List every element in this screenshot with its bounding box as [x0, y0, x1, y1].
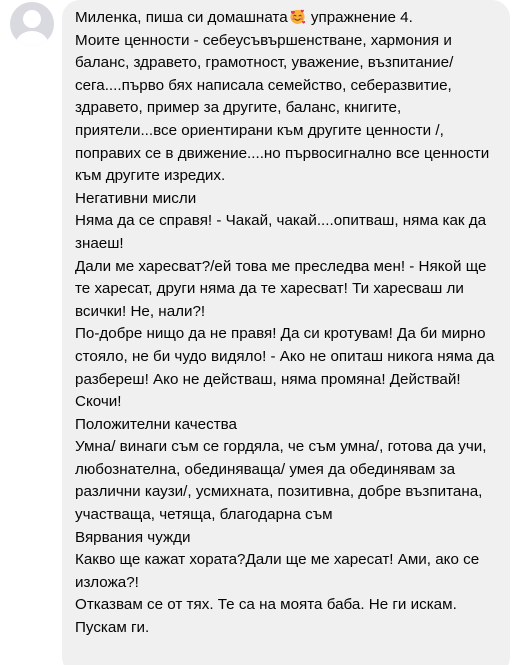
message-paragraph-negative-3: По-добре нищо да не правя! Да си кротувам! Да би мирно стояло, не би чудо видяло! - Ако не опиташ никога няма да разбереш! Ако не действаш, няма промяна! Действай! Скочи!	[75, 325, 495, 411]
message-intro-line	[75, 7, 500, 30]
message-intro-suffix: упражнение 4.	[306, 9, 413, 26]
message-heading-foreign-beliefs: Вярвания чужди	[75, 528, 191, 546]
message-paragraph-negative-2: Дали ме харесват?/ей това ме преследва мен! - Някой ще те харесат, други няма да те харесват! Ти харесваш ли всички! Не, нали?!	[75, 257, 487, 320]
message-heading-negative-thoughts: Негативни мисли	[75, 189, 197, 207]
avatar[interactable]	[10, 2, 54, 46]
smiling-face-with-hearts-icon	[289, 8, 306, 25]
message-bubble[interactable]	[62, 0, 510, 665]
avatar-body-shape	[15, 31, 49, 46]
message-paragraph-positive: Умна/ винаги съм се гордяла, че съм умна/, готова да учи, любознателна, обединяваща/ умея да обединявам за различни каузи/, усмихната, позитивна, добре възпитана, участваща, четяща, благодарна съм	[75, 438, 487, 524]
message-intro-text: Миленка, пиша си домашната	[75, 9, 288, 26]
message-heading-positive-qualities: Положителни качества	[75, 415, 238, 433]
avatar-head-shape	[23, 10, 41, 28]
message-paragraph-release: Отказвам се от тях. Те са на моята баба. Не ги искам. Пускам ги.	[75, 596, 457, 637]
message-paragraph-beliefs: Какво ще кажат хората?Дали ще ме харесат! Ами, ако се изложа?!	[75, 551, 480, 591]
message-paragraph-values: Моите ценности - себеусъвършенстване, хармония и баланс, здравето, грамотност, уважение, възпитание/ сега....първо бях написала семейство, себеразвитие, здравето, пример за другите, баланс, книгите, приятели...все ориентирани към другите ценности /, поправих се в движение....но първосигнално все ценности към другите изредих.	[75, 31, 490, 185]
message-paragraph-negative-1: Няма да се справя! - Чакай, чакай....опитваш, няма как да знаеш!	[75, 212, 487, 252]
